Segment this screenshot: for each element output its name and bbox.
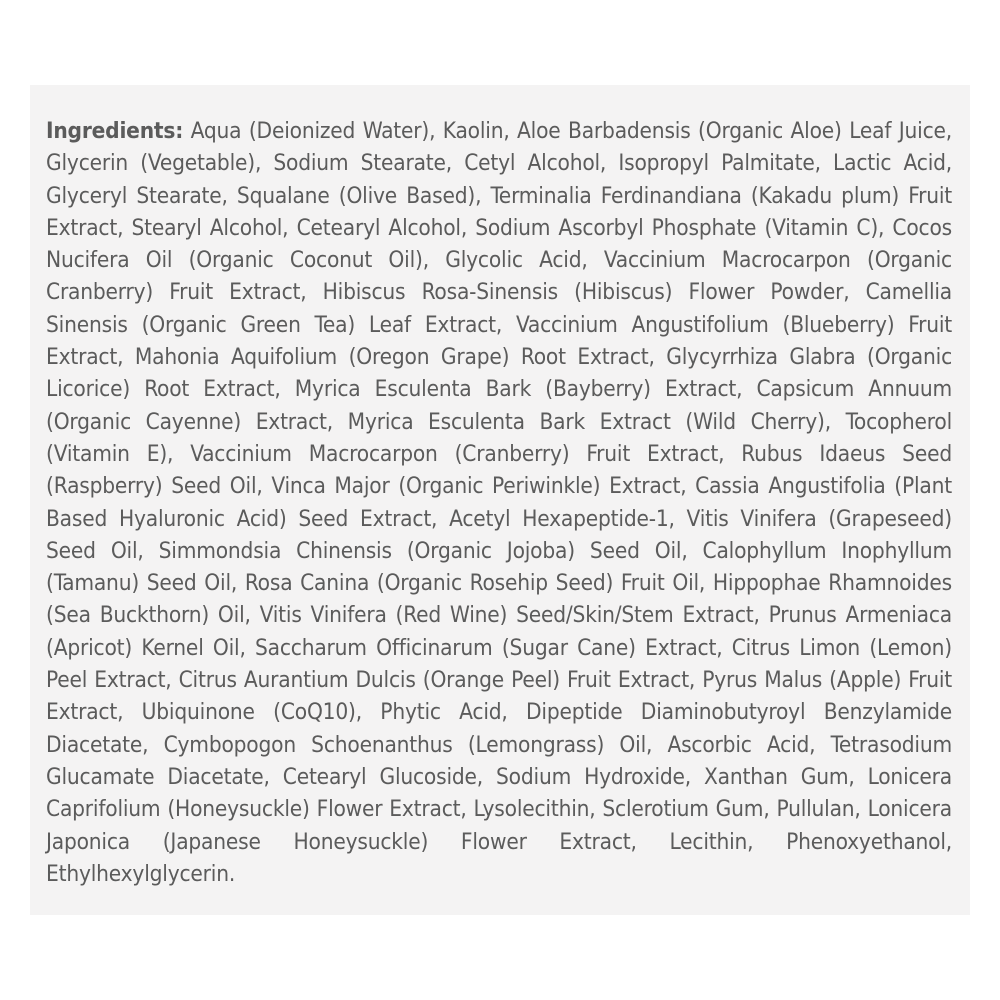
ingredients-panel: [30, 85, 970, 915]
ingredients-heading: Ingredients:: [46, 118, 184, 144]
ingredients-text-block: [46, 115, 952, 890]
ingredients-list: Aqua (Deionized Water), Kaolin, Aloe Barbadensis (Organic Aloe) Leaf Juice, Glycerin (Vegetable), Sodium Stearate, Cetyl Alcohol, Isopropyl Palmitate, Lactic Acid, Glyceryl Stearate, Squalane (Olive Based), Terminalia Ferdinandiana (Kakadu plum) Fruit Extract, Stearyl Alcohol, Cetearyl Alcohol, Sodium Ascorbyl Phosphate (Vitamin C), Cocos Nucifera Oil (Organic Coconut Oil), Glycolic Acid, Vaccinium Macrocarpon (Organic Cranberry) Fruit Extract, Hibiscus Rosa-Sinensis (Hibiscus) Flower Powder, Camellia Sinensis (Organic Green Tea) Leaf Extract, Vaccinium Angustifolium (Blueberry) Fruit Extract, Mahonia Aquifolium (Oregon Grape) Root Extract, Glycyrrhiza Glabra (Organic Licorice) Root Extract, Myrica Esculenta Bark (Bayberry) Extract, Capsicum Annuum (Organic Cayenne) Extract, Myrica Esculenta Bark Extract (Wild Cherry), Tocopherol (Vitamin E), Vaccinium Macrocarpon (Cranberry) Fruit Extract, Rubus Idaeus Seed (Raspberry) Seed Oil, Vinca Major (Organic Periwinkle) Extract, Cassia Angustifolia (Plant Based Hyaluronic Acid) Seed Extract, Acetyl Hexapeptide-1, Vitis Vinifera (Grapeseed) Seed Oil, Simmondsia Chinensis (Organic Jojoba) Seed Oil, Calophyllum Inophyllum (Tamanu) Seed Oil, Rosa Canina (Organic Rosehip Seed) Fruit Oil, Hippophae Rhamnoides (Sea Buckthorn) Oil, Vitis Vinifera (Red Wine) Seed/Skin/Stem Extract, Prunus Armeniaca (Apricot) Kernel Oil, Saccharum Officinarum (Sugar Cane) Extract, Citrus Limon (Lemon) Peel Extract, Citrus Aurantium Dulcis (Orange Peel) Fruit Extract, Pyrus Malus (Apple) Fruit Extract, Ubiquinone (CoQ10), Phytic Acid, Dipeptide Diaminobutyroyl Benzylamide Diacetate, Cymbopogon Schoenanthus (Lemongrass) Oil, Ascorbic Acid, Tetrasodium Glucamate Diacetate, Cetearyl Glucoside, Sodium Hydroxide, Xanthan Gum, Lonicera Caprifolium (Honeysuckle) Flower Extract, Lysolecithin, Sclerotium Gum, Pullulan, Lonicera Japonica (Japanese Honeysuckle) Flower Extract, Lecithin, Phenoxyethanol, Ethylhexylglycerin.: [46, 118, 952, 887]
